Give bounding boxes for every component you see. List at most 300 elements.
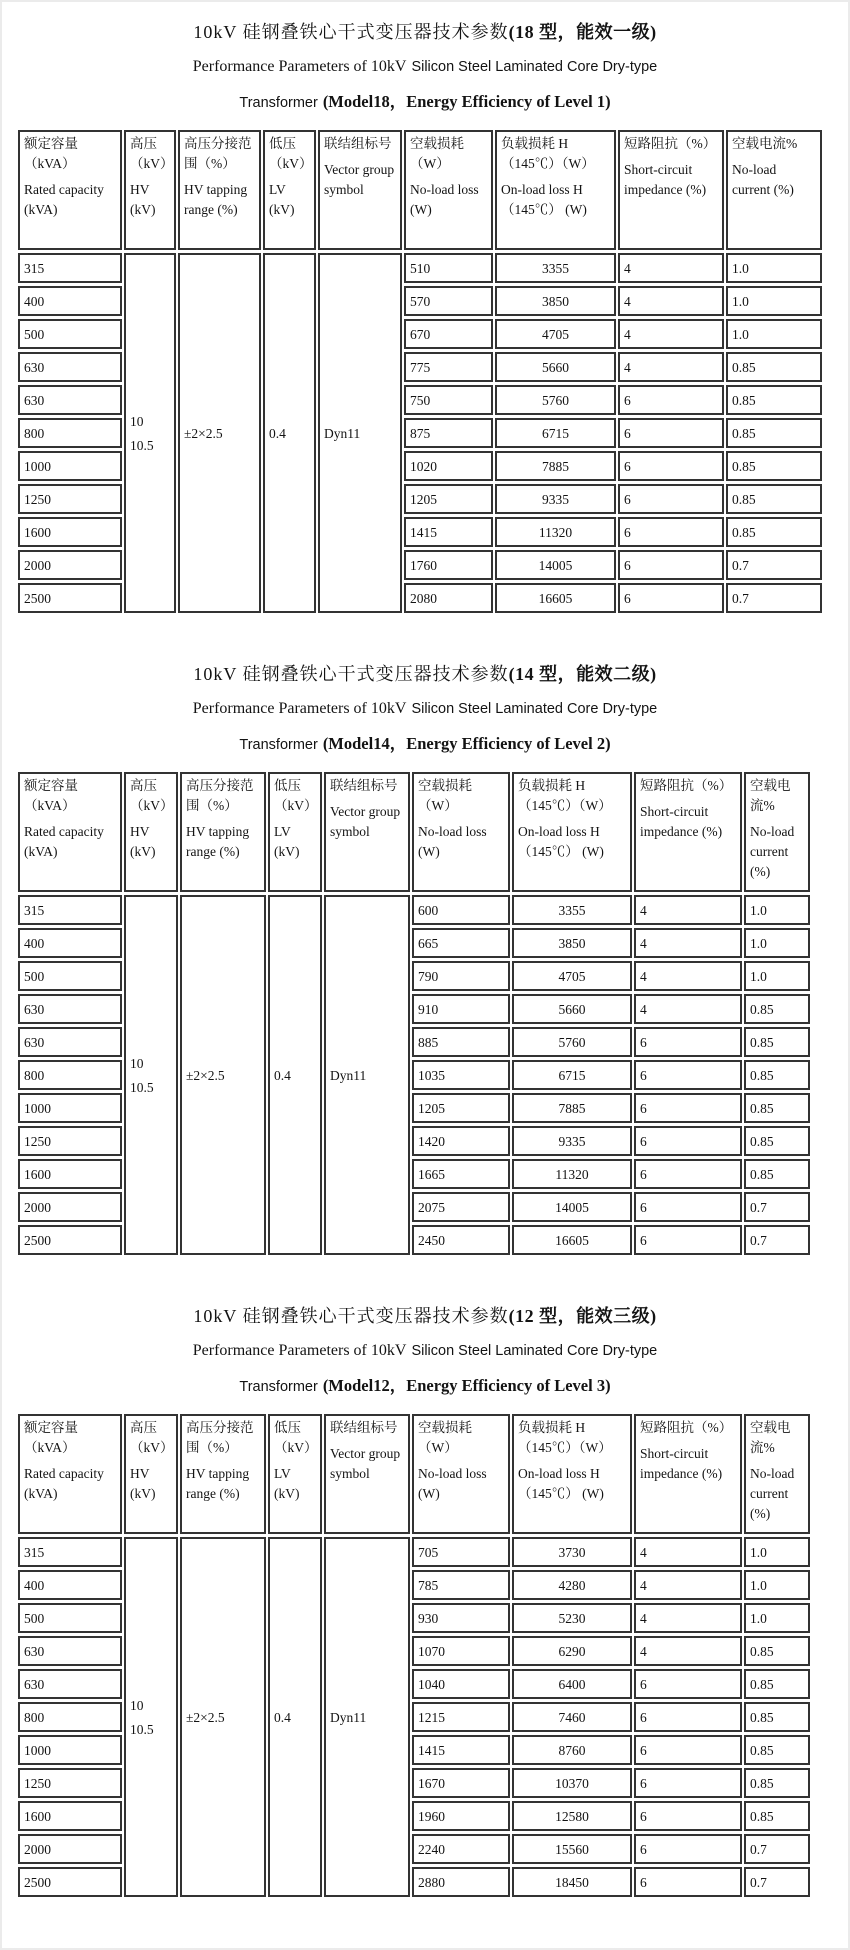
table-row (18, 253, 822, 283)
on-load-loss-cell: 11320 (512, 1159, 632, 1189)
column-header-en: Short-circuit impedance (%) (624, 162, 707, 197)
short-circuit-impedance-cell: 6 (634, 1834, 742, 1864)
no-load-current-cell: 0.7 (744, 1867, 810, 1897)
on-load-loss-cell: 16605 (512, 1225, 632, 1255)
no-load-loss-cell: 785 (412, 1570, 510, 1600)
on-load-loss-cell: 5660 (495, 352, 616, 382)
no-load-current-cell: 0.85 (726, 451, 822, 481)
no-load-loss-cell: 1040 (412, 1669, 510, 1699)
column-header-zh: 空载电流% (732, 136, 798, 151)
rated-capacity-cell: 2500 (18, 583, 122, 613)
rated-capacity-cell: 400 (18, 1570, 122, 1600)
column-header-zh: 空载电流% (750, 1420, 791, 1455)
model-section (2, 20, 848, 616)
no-load-loss-cell: 1205 (412, 1093, 510, 1123)
hv-voltage-line2: 10.5 (130, 437, 154, 453)
on-load-loss-cell: 5760 (495, 385, 616, 415)
column-header-zh: 高压（kV） (130, 778, 174, 813)
rated-capacity-cell: 400 (18, 286, 122, 316)
column-header-zh: 联结组标号 (330, 1420, 398, 1435)
section-title-zh (2, 662, 848, 686)
no-load-current-cell: 0.7 (726, 583, 822, 613)
rated-capacity-cell: 1250 (18, 1126, 122, 1156)
no-load-loss-cell: 875 (404, 418, 493, 448)
no-load-loss-cell: 750 (404, 385, 493, 415)
column-header-zh: 短路阻抗（%） (624, 136, 717, 151)
no-load-current-cell: 0.85 (744, 1636, 810, 1666)
no-load-loss-cell: 1670 (412, 1768, 510, 1798)
hv-voltage-line1: 10 (130, 1697, 144, 1713)
table-row (18, 895, 810, 925)
short-circuit-impedance-cell: 6 (634, 1225, 742, 1255)
title-en2-sans-text: Transformer (239, 95, 318, 111)
column-header (268, 772, 322, 892)
table-body (18, 253, 822, 613)
no-load-current-cell: 0.7 (744, 1225, 810, 1255)
column-header-zh: 额定容量（kVA） (24, 136, 78, 171)
column-header-zh: 联结组标号 (330, 778, 398, 793)
rated-capacity-cell: 315 (18, 253, 122, 283)
rated-capacity-cell: 500 (18, 319, 122, 349)
on-load-loss-cell: 6400 (512, 1669, 632, 1699)
short-circuit-impedance-cell: 4 (618, 319, 724, 349)
table-head (18, 1414, 810, 1534)
column-header-en: HV (kV) (130, 824, 156, 859)
column-header-zh: 负载损耗 H（145℃）（W） (518, 778, 612, 813)
short-circuit-impedance-cell: 6 (618, 484, 724, 514)
rated-capacity-cell: 800 (18, 418, 122, 448)
short-circuit-impedance-cell: 6 (634, 1768, 742, 1798)
on-load-loss-cell: 14005 (495, 550, 616, 580)
on-load-loss-cell: 12580 (512, 1801, 632, 1831)
column-header-en: No-load current (%) (750, 824, 795, 879)
no-load-loss-cell: 1020 (404, 451, 493, 481)
table-head (18, 130, 822, 250)
hv-voltage-cell (124, 253, 176, 613)
column-header-zh: 高压分接范围（%） (186, 1420, 254, 1455)
title-zh-paren-text: (14 型，能效二级) (508, 664, 657, 684)
column-header-en: No-load loss (W) (418, 1466, 487, 1501)
column-header (324, 772, 410, 892)
on-load-loss-cell: 4705 (495, 319, 616, 349)
no-load-current-cell: 1.0 (744, 895, 810, 925)
short-circuit-impedance-cell: 4 (618, 253, 724, 283)
column-header (495, 130, 616, 250)
no-load-current-cell: 0.85 (744, 1768, 810, 1798)
model-section (2, 662, 848, 1258)
short-circuit-impedance-cell: 4 (634, 1636, 742, 1666)
column-header (18, 130, 122, 250)
no-load-current-cell: 0.7 (744, 1192, 810, 1222)
section-title-en-line2 (2, 732, 848, 757)
column-header-en: No-load loss (W) (418, 824, 487, 859)
column-header (512, 772, 632, 892)
rated-capacity-cell: 1600 (18, 1801, 122, 1831)
no-load-current-cell: 1.0 (726, 286, 822, 316)
section-title-en-line2 (2, 90, 848, 115)
short-circuit-impedance-cell: 6 (618, 385, 724, 415)
on-load-loss-cell: 5760 (512, 1027, 632, 1057)
no-load-current-cell: 0.85 (744, 994, 810, 1024)
no-load-loss-cell: 775 (404, 352, 493, 382)
no-load-current-cell: 1.0 (744, 928, 810, 958)
short-circuit-impedance-cell: 6 (634, 1735, 742, 1765)
column-header-en: Short-circuit impedance (%) (640, 804, 723, 839)
column-header (318, 130, 402, 250)
column-header-zh: 负载损耗 H（145℃）（W） (501, 136, 595, 171)
section-title-en-line1 (2, 697, 848, 721)
title-en2-bold-text: (Model18，Energy Efficiency of Level 1) (322, 92, 611, 111)
column-header (263, 130, 316, 250)
short-circuit-impedance-cell: 4 (634, 928, 742, 958)
title-en1-serif-text: Performance Parameters of 10kV (192, 700, 407, 717)
header-row (18, 772, 810, 892)
no-load-loss-cell: 670 (404, 319, 493, 349)
title-en2-bold-text: (Model14，Energy Efficiency of Level 2) (322, 734, 611, 753)
hv-voltage-cell (124, 895, 178, 1255)
on-load-loss-cell: 15560 (512, 1834, 632, 1864)
transformer-parameters-table (16, 127, 824, 616)
no-load-loss-cell: 1415 (412, 1735, 510, 1765)
lv-voltage-cell: 0.4 (263, 253, 316, 613)
column-header (268, 1414, 322, 1534)
title-zh-paren-text: (12 型，能效三级) (508, 1306, 657, 1326)
column-header (124, 130, 176, 250)
lv-voltage-cell: 0.4 (268, 895, 322, 1255)
short-circuit-impedance-cell: 6 (618, 418, 724, 448)
title-en1-sans-text: Silicon Steel Laminated Core Dry-type (411, 1343, 658, 1359)
column-header (412, 772, 510, 892)
rated-capacity-cell: 1000 (18, 1735, 122, 1765)
no-load-loss-cell: 1205 (404, 484, 493, 514)
on-load-loss-cell: 7885 (512, 1093, 632, 1123)
hv-voltage-line2: 10.5 (130, 1079, 154, 1095)
no-load-current-cell: 0.85 (726, 484, 822, 514)
title-en1-sans-text: Silicon Steel Laminated Core Dry-type (411, 59, 658, 75)
short-circuit-impedance-cell: 6 (634, 1027, 742, 1057)
on-load-loss-cell: 10370 (512, 1768, 632, 1798)
short-circuit-impedance-cell: 6 (634, 1192, 742, 1222)
no-load-loss-cell: 1215 (412, 1702, 510, 1732)
no-load-loss-cell: 665 (412, 928, 510, 958)
column-header-en: No-load current (%) (732, 162, 794, 197)
hv-voltage-line2: 10.5 (130, 1721, 154, 1737)
column-header-zh: 低压（kV） (269, 136, 313, 171)
rated-capacity-cell: 630 (18, 1669, 122, 1699)
no-load-loss-cell: 2240 (412, 1834, 510, 1864)
short-circuit-impedance-cell: 6 (634, 1060, 742, 1090)
document-body (2, 20, 848, 1900)
table-head (18, 772, 810, 892)
title-en1-serif-text: Performance Parameters of 10kV (192, 1342, 407, 1359)
hv-voltage-line1: 10 (130, 413, 144, 429)
column-header-zh: 负载损耗 H（145℃）（W） (518, 1420, 612, 1455)
rated-capacity-cell: 1250 (18, 484, 122, 514)
title-en1-sans-text: Silicon Steel Laminated Core Dry-type (411, 701, 658, 717)
title-zh-main-text: 10kV 硅钢叠铁心干式变压器技术参数 (193, 664, 509, 684)
title-en2-sans-text: Transformer (239, 737, 318, 753)
rated-capacity-cell: 2500 (18, 1225, 122, 1255)
no-load-loss-cell: 885 (412, 1027, 510, 1057)
column-header (180, 772, 266, 892)
column-header-zh: 空载电流% (750, 778, 791, 813)
short-circuit-impedance-cell: 4 (618, 352, 724, 382)
no-load-current-cell: 1.0 (744, 1570, 810, 1600)
on-load-loss-cell: 3355 (512, 895, 632, 925)
column-header-en: On-load loss H （145℃） (W) (501, 182, 587, 217)
column-header-zh: 低压（kV） (274, 1420, 318, 1455)
column-header-en: HV (kV) (130, 1466, 156, 1501)
column-header-en: LV (kV) (269, 182, 295, 217)
short-circuit-impedance-cell: 6 (634, 1159, 742, 1189)
column-header (180, 1414, 266, 1534)
section-title-en-line1 (2, 55, 848, 79)
column-header-en: Vector group symbol (324, 162, 395, 197)
column-header-en: Rated capacity (kVA) (24, 824, 104, 859)
rated-capacity-cell: 315 (18, 895, 122, 925)
no-load-loss-cell: 705 (412, 1537, 510, 1567)
no-load-current-cell: 0.85 (744, 1093, 810, 1123)
short-circuit-impedance-cell: 4 (634, 1537, 742, 1567)
header-row (18, 1414, 810, 1534)
column-header-zh: 高压分接范围（%） (184, 136, 252, 171)
short-circuit-impedance-cell: 6 (634, 1867, 742, 1897)
no-load-loss-cell: 2075 (412, 1192, 510, 1222)
no-load-loss-cell: 2080 (404, 583, 493, 613)
column-header (744, 772, 810, 892)
hv-voltage-line1: 10 (130, 1055, 144, 1071)
title-en2-sans-text: Transformer (239, 1379, 318, 1395)
no-load-current-cell: 0.85 (744, 1801, 810, 1831)
rated-capacity-cell: 630 (18, 352, 122, 382)
column-header-en: Vector group symbol (330, 804, 401, 839)
on-load-loss-cell: 9335 (495, 484, 616, 514)
no-load-current-cell: 0.85 (744, 1027, 810, 1057)
rated-capacity-cell: 2000 (18, 1834, 122, 1864)
rated-capacity-cell: 800 (18, 1702, 122, 1732)
no-load-loss-cell: 2880 (412, 1867, 510, 1897)
hv-tapping-range-cell: ±2×2.5 (178, 253, 261, 613)
column-header-en: HV tapping range (%) (184, 182, 248, 217)
no-load-loss-cell: 510 (404, 253, 493, 283)
no-load-current-cell: 1.0 (744, 1537, 810, 1567)
column-header (324, 1414, 410, 1534)
no-load-current-cell: 0.85 (744, 1735, 810, 1765)
hv-tapping-range-cell: ±2×2.5 (180, 1537, 266, 1897)
rated-capacity-cell: 1000 (18, 1093, 122, 1123)
rated-capacity-cell: 400 (18, 928, 122, 958)
section-title-zh (2, 20, 848, 44)
lv-voltage-cell: 0.4 (268, 1537, 322, 1897)
no-load-current-cell: 1.0 (726, 253, 822, 283)
column-header-en: HV tapping range (%) (186, 824, 250, 859)
column-header-en: No-load current (%) (750, 1466, 795, 1521)
short-circuit-impedance-cell: 4 (634, 1570, 742, 1600)
column-header-en: LV (kV) (274, 1466, 300, 1501)
column-header (726, 130, 822, 250)
short-circuit-impedance-cell: 6 (634, 1801, 742, 1831)
table-row (18, 1537, 810, 1567)
no-load-current-cell: 0.85 (726, 418, 822, 448)
no-load-current-cell: 0.85 (744, 1702, 810, 1732)
column-header-en: Rated capacity (kVA) (24, 1466, 104, 1501)
column-header (124, 772, 178, 892)
rated-capacity-cell: 630 (18, 385, 122, 415)
rated-capacity-cell: 315 (18, 1537, 122, 1567)
on-load-loss-cell: 7885 (495, 451, 616, 481)
rated-capacity-cell: 630 (18, 1027, 122, 1057)
on-load-loss-cell: 5660 (512, 994, 632, 1024)
on-load-loss-cell: 9335 (512, 1126, 632, 1156)
no-load-loss-cell: 1420 (412, 1126, 510, 1156)
column-header-zh: 空载损耗（W） (418, 1420, 472, 1455)
on-load-loss-cell: 6715 (495, 418, 616, 448)
column-header-en: HV tapping range (%) (186, 1466, 250, 1501)
no-load-current-cell: 0.85 (744, 1159, 810, 1189)
no-load-current-cell: 1.0 (744, 1603, 810, 1633)
short-circuit-impedance-cell: 6 (634, 1702, 742, 1732)
section-title-en-line2 (2, 1374, 848, 1399)
title-zh-paren-text: (18 型，能效一级) (508, 22, 657, 42)
column-header-zh: 空载损耗（W） (418, 778, 472, 813)
column-header (404, 130, 493, 250)
short-circuit-impedance-cell: 6 (618, 451, 724, 481)
on-load-loss-cell: 4280 (512, 1570, 632, 1600)
column-header-zh: 短路阻抗（%） (640, 1420, 733, 1435)
on-load-loss-cell: 11320 (495, 517, 616, 547)
title-en2-bold-text: (Model12，Energy Efficiency of Level 3) (322, 1376, 611, 1395)
short-circuit-impedance-cell: 6 (634, 1669, 742, 1699)
on-load-loss-cell: 6290 (512, 1636, 632, 1666)
no-load-loss-cell: 1960 (412, 1801, 510, 1831)
column-header-zh: 联结组标号 (324, 136, 392, 151)
column-header-zh: 空载损耗（W） (410, 136, 464, 171)
on-load-loss-cell: 18450 (512, 1867, 632, 1897)
section-title-en-line1 (2, 1339, 848, 1363)
rated-capacity-cell: 2000 (18, 550, 122, 580)
short-circuit-impedance-cell: 6 (618, 550, 724, 580)
on-load-loss-cell: 14005 (512, 1192, 632, 1222)
column-header-zh: 高压分接范围（%） (186, 778, 254, 813)
column-header-en: Vector group symbol (330, 1446, 401, 1481)
column-header-en: No-load loss (W) (410, 182, 479, 217)
vector-group-cell: Dyn11 (324, 1537, 410, 1897)
no-load-current-cell: 0.85 (726, 352, 822, 382)
no-load-loss-cell: 790 (412, 961, 510, 991)
transformer-parameters-table (16, 1411, 812, 1900)
rated-capacity-cell: 1600 (18, 1159, 122, 1189)
no-load-loss-cell: 910 (412, 994, 510, 1024)
column-header-en: LV (kV) (274, 824, 300, 859)
rated-capacity-cell: 630 (18, 1636, 122, 1666)
transformer-parameters-table (16, 769, 812, 1258)
no-load-loss-cell: 570 (404, 286, 493, 316)
column-header-en: Rated capacity (kVA) (24, 182, 104, 217)
no-load-current-cell: 0.7 (726, 550, 822, 580)
no-load-loss-cell: 1415 (404, 517, 493, 547)
short-circuit-impedance-cell: 6 (634, 1093, 742, 1123)
on-load-loss-cell: 3730 (512, 1537, 632, 1567)
on-load-loss-cell: 3850 (512, 928, 632, 958)
on-load-loss-cell: 6715 (512, 1060, 632, 1090)
on-load-loss-cell: 16605 (495, 583, 616, 613)
column-header (18, 1414, 122, 1534)
no-load-current-cell: 0.85 (726, 517, 822, 547)
short-circuit-impedance-cell: 6 (618, 583, 724, 613)
no-load-loss-cell: 1035 (412, 1060, 510, 1090)
rated-capacity-cell: 1250 (18, 1768, 122, 1798)
short-circuit-impedance-cell: 4 (634, 961, 742, 991)
column-header (512, 1414, 632, 1534)
vector-group-cell: Dyn11 (324, 895, 410, 1255)
column-header (618, 130, 724, 250)
model-section (2, 1304, 848, 1900)
rated-capacity-cell: 630 (18, 994, 122, 1024)
column-header (744, 1414, 810, 1534)
rated-capacity-cell: 2500 (18, 1867, 122, 1897)
rated-capacity-cell: 1600 (18, 517, 122, 547)
on-load-loss-cell: 8760 (512, 1735, 632, 1765)
no-load-loss-cell: 930 (412, 1603, 510, 1633)
on-load-loss-cell: 4705 (512, 961, 632, 991)
no-load-current-cell: 1.0 (726, 319, 822, 349)
no-load-current-cell: 0.85 (726, 385, 822, 415)
short-circuit-impedance-cell: 4 (634, 895, 742, 925)
column-header-zh: 低压（kV） (274, 778, 318, 813)
on-load-loss-cell: 3355 (495, 253, 616, 283)
rated-capacity-cell: 800 (18, 1060, 122, 1090)
column-header-en: Short-circuit impedance (%) (640, 1446, 723, 1481)
no-load-current-cell: 0.85 (744, 1060, 810, 1090)
column-header-zh: 额定容量（kVA） (24, 1420, 78, 1455)
no-load-current-cell: 1.0 (744, 961, 810, 991)
header-row (18, 130, 822, 250)
hv-voltage-cell (124, 1537, 178, 1897)
title-zh-main-text: 10kV 硅钢叠铁心干式变压器技术参数 (193, 22, 509, 42)
table-body (18, 1537, 810, 1897)
no-load-current-cell: 0.7 (744, 1834, 810, 1864)
column-header-en: On-load loss H （145℃） (W) (518, 1466, 604, 1501)
table-body (18, 895, 810, 1255)
no-load-loss-cell: 600 (412, 895, 510, 925)
column-header (18, 772, 122, 892)
column-header-en: HV (kV) (130, 182, 156, 217)
on-load-loss-cell: 5230 (512, 1603, 632, 1633)
no-load-loss-cell: 1070 (412, 1636, 510, 1666)
column-header (124, 1414, 178, 1534)
short-circuit-impedance-cell: 6 (618, 517, 724, 547)
vector-group-cell: Dyn11 (318, 253, 402, 613)
on-load-loss-cell: 7460 (512, 1702, 632, 1732)
no-load-current-cell: 0.85 (744, 1126, 810, 1156)
rated-capacity-cell: 500 (18, 1603, 122, 1633)
section-title-zh (2, 1304, 848, 1328)
on-load-loss-cell: 3850 (495, 286, 616, 316)
no-load-loss-cell: 2450 (412, 1225, 510, 1255)
column-header (634, 1414, 742, 1534)
column-header (634, 772, 742, 892)
column-header-en: On-load loss H （145℃） (W) (518, 824, 604, 859)
column-header-zh: 高压（kV） (130, 1420, 174, 1455)
rated-capacity-cell: 1000 (18, 451, 122, 481)
rated-capacity-cell: 500 (18, 961, 122, 991)
column-header-zh: 短路阻抗（%） (640, 778, 733, 793)
column-header-zh: 额定容量（kVA） (24, 778, 78, 813)
short-circuit-impedance-cell: 6 (634, 1126, 742, 1156)
short-circuit-impedance-cell: 4 (634, 994, 742, 1024)
title-zh-main-text: 10kV 硅钢叠铁心干式变压器技术参数 (193, 1306, 509, 1326)
title-en1-serif-text: Performance Parameters of 10kV (192, 58, 407, 75)
